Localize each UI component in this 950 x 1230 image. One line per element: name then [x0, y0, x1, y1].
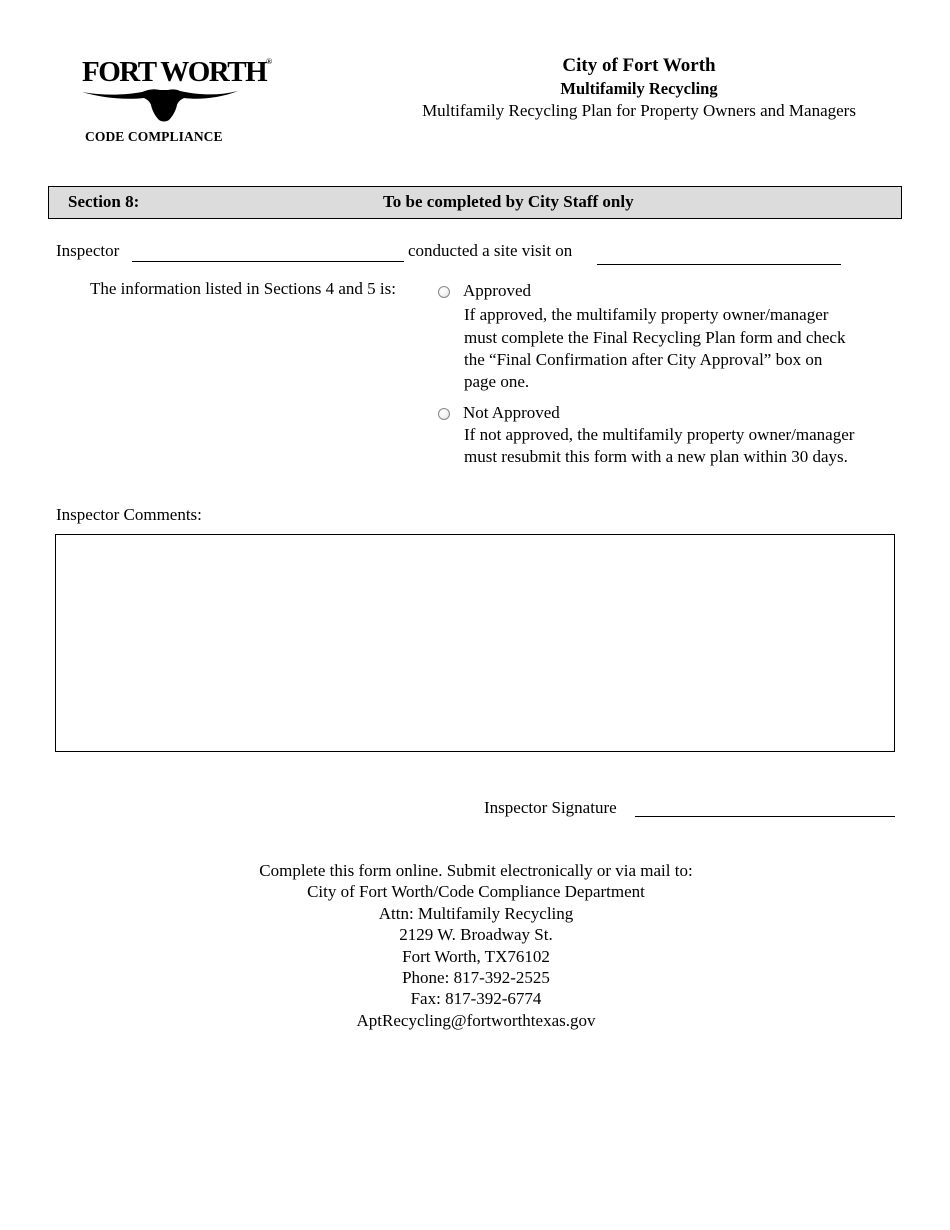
page-subtitle: Multifamily Recycling [560, 79, 718, 98]
site-visit-date-field[interactable] [597, 264, 841, 265]
longhorn-logo-icon [80, 86, 240, 126]
approved-description-line-2: must complete the Final Recycling Plan form and check [464, 328, 846, 347]
not-approved-label[interactable]: Not Approved [463, 403, 560, 422]
approved-description-line-3: the “Final Confirmation after City Approval” box on [464, 350, 823, 369]
footer-email[interactable]: AptRecycling@fortworthtexas.gov [356, 1010, 596, 1030]
footer-phone: Phone: 817-392-2525 [402, 968, 550, 988]
signature-label: Inspector Signature [484, 798, 617, 817]
logo-text: FORT WORTH [82, 56, 267, 88]
approved-description-line-1: If approved, the multifamily property owner/manager [464, 305, 829, 324]
approved-radio[interactable] [438, 286, 450, 298]
inspector-name-field[interactable] [132, 261, 404, 262]
not-approved-description-line-2: must resubmit this form with a new plan within 30 days. [464, 447, 848, 466]
footer-fax: Fax: 817-392-6774 [410, 989, 542, 1009]
logo-wordmark [82, 58, 272, 87]
footer-city: Fort Worth, TX76102 [402, 946, 550, 966]
site-visit-label: conducted a site visit on [408, 241, 573, 260]
page-title: City of Fort Worth [562, 55, 716, 76]
footer-attn: Attn: Multifamily Recycling [378, 903, 574, 923]
comments-label: Inspector Comments: [56, 505, 202, 524]
section-label: Section 8: [68, 192, 140, 211]
section-note: To be completed by City Staff only [383, 192, 634, 211]
inspector-signature-field[interactable] [635, 816, 895, 817]
submission-info [0, 860, 950, 1031]
not-approved-description-line-1: If not approved, the multifamily property owner/manager [464, 425, 855, 444]
page-description: Multifamily Recycling Plan for Property Owners and Managers [422, 101, 856, 120]
not-approved-radio[interactable] [438, 408, 450, 420]
registered-mark: ® [266, 57, 273, 66]
approved-description-line-4: page one. [464, 372, 530, 391]
inspector-comments-textarea[interactable] [55, 534, 895, 752]
inspector-label: Inspector [56, 241, 120, 260]
logo-subtitle: CODE COMPLIANCE [85, 129, 223, 144]
footer-instructions: Complete this form online. Submit electronically or via mail to: [259, 861, 693, 880]
footer-street: 2129 W. Broadway St. [399, 925, 553, 945]
footer-department: City of Fort Worth/Code Compliance Department [307, 882, 645, 902]
approved-label[interactable]: Approved [463, 281, 531, 300]
sections-status-label: The information listed in Sections 4 and 5 is: [90, 279, 396, 298]
